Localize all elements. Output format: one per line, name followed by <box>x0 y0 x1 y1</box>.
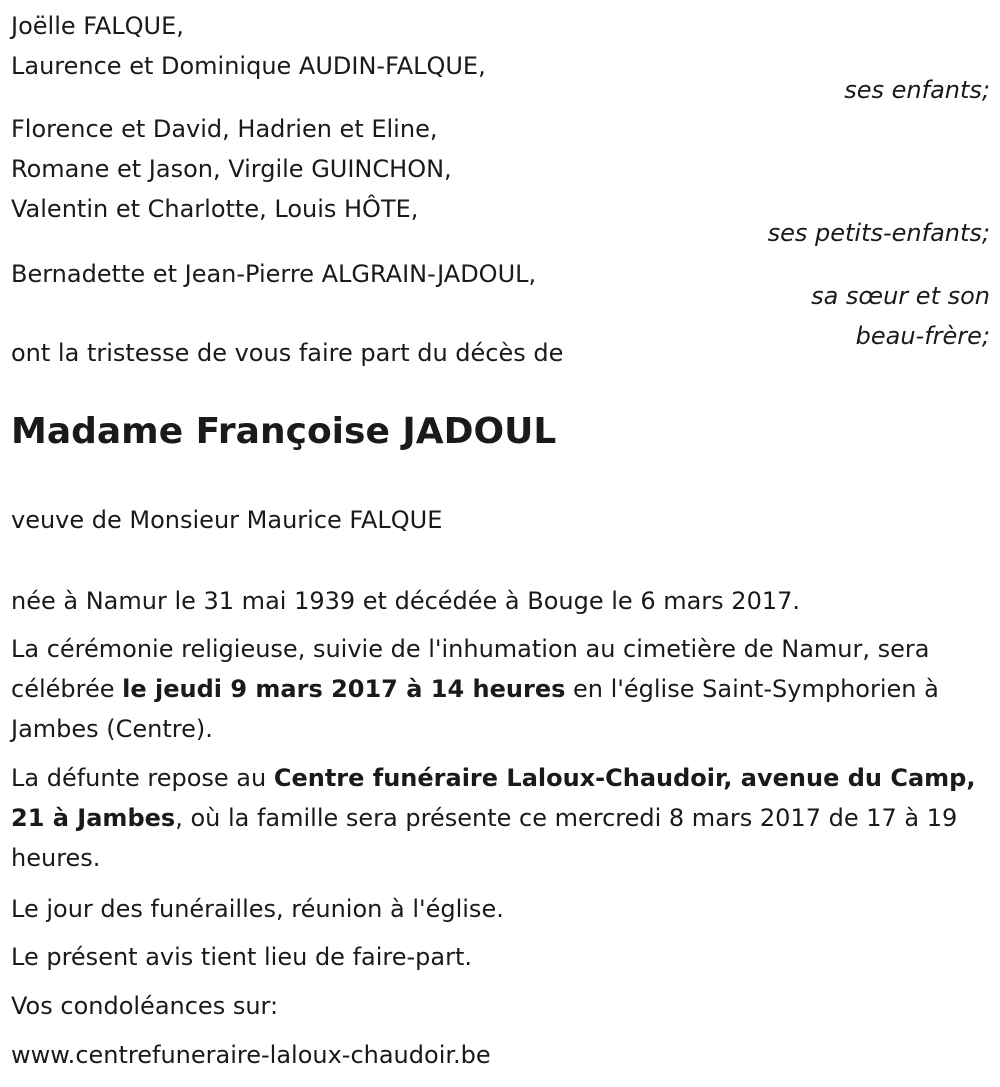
meeting-note: Le jour des funérailles, réunion à l'église. <box>11 895 504 923</box>
grandchild-name: Valentin et Charlotte, Louis HÔTE, <box>11 195 419 223</box>
repose-rest: , où la famille sera présente ce mercredi 8 mars 2017 de 17 à 19 heures. <box>11 804 958 872</box>
children-role: ses enfants; <box>844 76 990 104</box>
ceremony-datetime: le jeudi 9 mars 2017 à 14 heures <box>122 675 566 703</box>
siblings-role: sa sœur et son <box>811 282 990 310</box>
repose-paragraph <box>11 758 986 878</box>
grandchildren-role: ses petits-enfants; <box>767 219 990 247</box>
condolences-label: Vos condoléances sur: <box>11 992 279 1020</box>
siblings-role: beau-frère; <box>855 322 990 350</box>
widow-of: veuve de Monsieur Maurice FALQUE <box>11 506 443 534</box>
ceremony-intro: La cérémonie religieuse, suivie de l'inhumation au cimetière de Namur, sera célébrée <box>11 635 930 703</box>
birth-death: née à Namur le 31 mai 1939 et décédée à Bouge le 6 mars 2017. <box>11 587 801 615</box>
grandchild-name: Romane et Jason, Virgile GUINCHON, <box>11 155 452 183</box>
ceremony-location: en l'église Saint-Symphorien à Jambes (Centre). <box>11 675 939 743</box>
grandchild-name: Florence et David, Hadrien et Eline, <box>11 115 438 143</box>
sibling-name: Bernadette et Jean-Pierre ALGRAIN-JADOUL, <box>11 260 537 288</box>
deceased-name: Madame Françoise JADOUL <box>11 411 557 452</box>
child-name: Joëlle FALQUE, <box>11 12 184 40</box>
website-link[interactable]: www.centrefuneraire-laloux-chaudoir.be <box>11 1041 491 1069</box>
ceremony-paragraph <box>11 629 986 749</box>
announcement: ont la tristesse de vous faire part du décès de <box>11 339 564 367</box>
repose-intro: La défunte repose au <box>11 764 274 792</box>
child-name: Laurence et Dominique AUDIN-FALQUE, <box>11 52 486 80</box>
faire-part-note: Le présent avis tient lieu de faire-part. <box>11 943 473 971</box>
repose-place: Centre funéraire Laloux-Chaudoir, avenue du Camp, 21 à Jambes <box>11 764 976 832</box>
